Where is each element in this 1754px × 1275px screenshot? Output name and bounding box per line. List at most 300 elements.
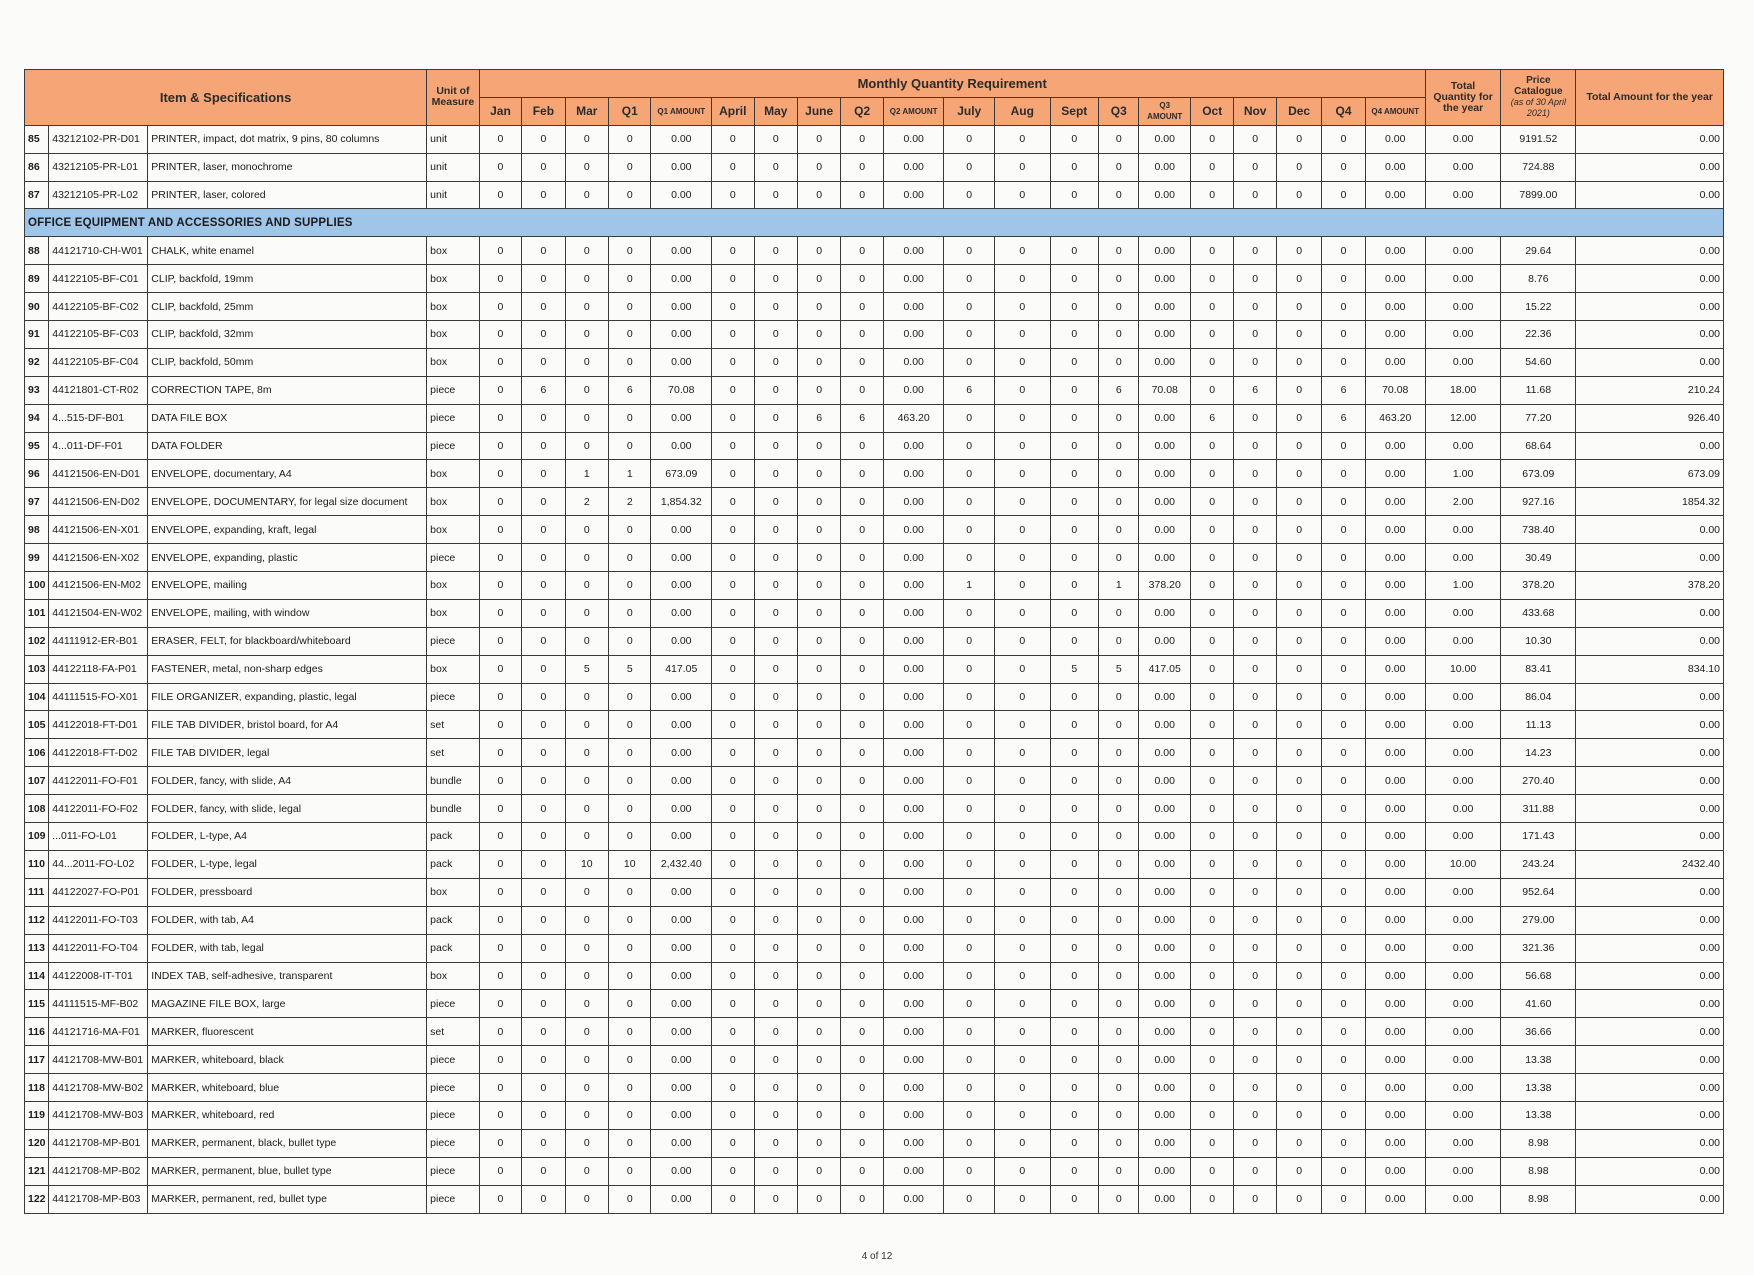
quantity-cell: 0	[479, 432, 521, 460]
month-header-cell: Jan	[479, 97, 521, 125]
quantity-cell: 0.00	[1139, 599, 1191, 627]
quantity-cell: 0	[841, 321, 883, 349]
quantity-cell: 0	[1050, 516, 1099, 544]
table-row	[25, 795, 1724, 823]
quantity-cell: 0	[841, 181, 883, 209]
quantity-cell: 0	[1050, 460, 1099, 488]
quantity-cell: 0	[754, 906, 797, 934]
total-amount: 0.00	[1576, 1185, 1724, 1213]
quantity-cell: 0	[712, 1101, 754, 1129]
row-number: 121	[25, 1157, 49, 1185]
quantity-cell: 0	[1191, 348, 1234, 376]
quantity-cell: 0	[1050, 1101, 1099, 1129]
quantity-cell: 0	[479, 516, 521, 544]
quantity-cell: 0	[797, 739, 840, 767]
table-row	[25, 767, 1724, 795]
quantity-cell: 0	[522, 237, 565, 265]
unit-of-measure: box	[427, 962, 480, 990]
quantity-cell: 0	[1050, 823, 1099, 851]
quantity-cell: 0	[841, 1018, 883, 1046]
price-catalogue: 83.41	[1501, 655, 1576, 683]
quantity-cell: 0	[797, 376, 840, 404]
quantity-cell: 0	[944, 878, 995, 906]
quantity-cell: 0	[841, 488, 883, 516]
quantity-cell: 0	[994, 850, 1050, 878]
quantity-cell: 0	[754, 627, 797, 655]
item-description: FILE ORGANIZER, expanding, plastic, legal	[148, 683, 427, 711]
quantity-cell: 0.00	[883, 321, 944, 349]
quantity-cell: 0	[1322, 599, 1365, 627]
quantity-cell: 0	[1322, 1074, 1365, 1102]
quantity-cell: 0	[994, 990, 1050, 1018]
quantity-cell: 0	[944, 1018, 995, 1046]
quantity-cell: 0	[1050, 293, 1099, 321]
total-quantity: 0.00	[1425, 934, 1501, 962]
quantity-cell: 0	[565, 711, 608, 739]
quantity-cell: 0	[712, 488, 754, 516]
quantity-cell: 0	[1191, 599, 1234, 627]
total-amount: 834.10	[1576, 655, 1724, 683]
quantity-cell: 0.00	[1139, 181, 1191, 209]
quantity-cell: 0.00	[651, 1157, 712, 1185]
quantity-cell: 0	[1276, 376, 1321, 404]
quantity-cell: 0	[712, 823, 754, 851]
table-row	[25, 962, 1724, 990]
quantity-cell: 0.00	[1139, 237, 1191, 265]
total-quantity: 0.00	[1425, 990, 1501, 1018]
quantity-cell: 0	[1234, 572, 1276, 600]
row-number: 92	[25, 348, 49, 376]
row-number: 104	[25, 683, 49, 711]
quantity-cell: 0	[565, 1185, 608, 1213]
quantity-cell: 0	[841, 1129, 883, 1157]
table-row	[25, 1157, 1724, 1185]
quantity-cell: 0	[944, 237, 995, 265]
quantity-cell: 0.00	[1139, 906, 1191, 934]
quantity-cell: 0	[797, 432, 840, 460]
quantity-cell: 0	[1191, 739, 1234, 767]
table-row	[25, 181, 1724, 209]
quantity-cell: 0	[944, 962, 995, 990]
quantity-cell: 0	[1234, 990, 1276, 1018]
quantity-cell: 0	[994, 293, 1050, 321]
quantity-cell: 0	[565, 599, 608, 627]
quantity-cell: 0	[712, 432, 754, 460]
quantity-cell: 0	[944, 990, 995, 1018]
quantity-cell: 0	[754, 265, 797, 293]
table-row	[25, 153, 1724, 181]
total-amount: 0.00	[1576, 934, 1724, 962]
quantity-cell: 0	[565, 795, 608, 823]
quantity-cell: 0	[1099, 990, 1139, 1018]
quantity-cell: 0	[1322, 432, 1365, 460]
quantity-cell: 0.00	[1365, 711, 1425, 739]
quantity-cell: 0.00	[1365, 153, 1425, 181]
quantity-cell: 0.00	[1365, 488, 1425, 516]
quantity-cell: 0	[1099, 125, 1139, 153]
price-catalogue: 68.64	[1501, 432, 1576, 460]
quantity-cell: 0.00	[883, 962, 944, 990]
quantity-cell: 6	[1099, 376, 1139, 404]
quantity-cell: 0	[1234, 878, 1276, 906]
quantity-cell: 0.00	[1139, 404, 1191, 432]
quantity-cell: 6	[1234, 376, 1276, 404]
price-catalogue: 952.64	[1501, 878, 1576, 906]
total-amount: 0.00	[1576, 795, 1724, 823]
quantity-cell: 0	[522, 1046, 565, 1074]
quantity-cell: 2,432.40	[651, 850, 712, 878]
quantity-cell: 5	[609, 655, 651, 683]
quantity-cell: 0	[754, 962, 797, 990]
item-description: INDEX TAB, self-adhesive, transparent	[148, 962, 427, 990]
quantity-cell: 417.05	[651, 655, 712, 683]
quantity-cell: 0	[1191, 850, 1234, 878]
row-number: 85	[25, 125, 49, 153]
quantity-cell: 0	[797, 237, 840, 265]
quantity-cell: 0	[712, 739, 754, 767]
item-description: FOLDER, with tab, legal	[148, 934, 427, 962]
total-quantity: 0.00	[1425, 181, 1501, 209]
table-row	[25, 1018, 1724, 1046]
quantity-cell: 0	[1191, 153, 1234, 181]
quantity-cell: 0	[994, 934, 1050, 962]
quantity-cell: 0	[609, 934, 651, 962]
price-catalogue: 11.13	[1501, 711, 1576, 739]
total-quantity: 0.00	[1425, 795, 1501, 823]
table-row	[25, 599, 1724, 627]
item-description: FILE TAB DIVIDER, bristol board, for A4	[148, 711, 427, 739]
total-quantity: 0.00	[1425, 1157, 1501, 1185]
quantity-cell: 0	[522, 795, 565, 823]
unit-of-measure: pack	[427, 850, 480, 878]
item-code: 4...515-DF-B01	[49, 404, 148, 432]
quantity-cell: 0	[1234, 321, 1276, 349]
quantity-cell: 0	[1050, 906, 1099, 934]
month-header-cell: Q3 AMOUNT	[1139, 97, 1191, 125]
quantity-cell: 0	[1191, 962, 1234, 990]
row-number: 86	[25, 153, 49, 181]
table-row	[25, 934, 1724, 962]
quantity-cell: 0	[522, 265, 565, 293]
quantity-cell: 0	[1191, 934, 1234, 962]
price-catalogue: 673.09	[1501, 460, 1576, 488]
total-quantity: 0.00	[1425, 1074, 1501, 1102]
quantity-cell: 0	[609, 1018, 651, 1046]
quantity-cell: 0	[1191, 1157, 1234, 1185]
quantity-cell: 0	[841, 293, 883, 321]
total-quantity: 12.00	[1425, 404, 1501, 432]
quantity-cell: 0	[479, 990, 521, 1018]
item-description: MARKER, fluorescent	[148, 1018, 427, 1046]
quantity-cell: 0	[1234, 153, 1276, 181]
quantity-cell: 0.00	[1139, 460, 1191, 488]
quantity-cell: 0	[1050, 572, 1099, 600]
quantity-cell: 0	[1191, 460, 1234, 488]
total-amount: 673.09	[1576, 460, 1724, 488]
quantity-cell: 0	[841, 516, 883, 544]
item-code: 44122011-FO-F02	[49, 795, 148, 823]
total-quantity: 0.00	[1425, 1046, 1501, 1074]
quantity-cell: 0	[944, 1157, 995, 1185]
quantity-cell: 0	[479, 125, 521, 153]
quantity-cell: 0	[609, 962, 651, 990]
item-code: 44121506-EN-M02	[49, 572, 148, 600]
quantity-cell: 0	[609, 321, 651, 349]
quantity-cell: 0	[1234, 432, 1276, 460]
quantity-cell: 0	[994, 153, 1050, 181]
row-number: 115	[25, 990, 49, 1018]
total-amount-header: Total Amount for the year	[1576, 70, 1724, 126]
quantity-cell: 0	[1322, 823, 1365, 851]
unit-of-measure: piece	[427, 544, 480, 572]
quantity-cell: 0	[1234, 1185, 1276, 1213]
quantity-cell: 0	[797, 544, 840, 572]
table-row	[25, 265, 1724, 293]
quantity-cell: 0	[841, 711, 883, 739]
quantity-cell: 0	[1191, 572, 1234, 600]
quantity-cell: 0	[1322, 1185, 1365, 1213]
quantity-cell: 0	[944, 1129, 995, 1157]
quantity-cell: 0	[944, 348, 995, 376]
quantity-cell: 0	[1276, 1046, 1321, 1074]
quantity-cell: 0	[712, 321, 754, 349]
quantity-cell: 0	[609, 544, 651, 572]
quantity-cell: 0	[1276, 850, 1321, 878]
price-catalogue: 8.98	[1501, 1129, 1576, 1157]
quantity-cell: 0	[1191, 265, 1234, 293]
quantity-cell: 0	[1276, 432, 1321, 460]
quantity-cell: 0	[565, 293, 608, 321]
quantity-cell: 0	[994, 1129, 1050, 1157]
quantity-cell: 0	[944, 823, 995, 851]
price-catalogue: 927.16	[1501, 488, 1576, 516]
item-code: 44121708-MP-B03	[49, 1185, 148, 1213]
quantity-cell: 0	[1099, 516, 1139, 544]
quantity-cell: 0	[479, 321, 521, 349]
quantity-cell: 0	[479, 1046, 521, 1074]
total-quantity: 0.00	[1425, 906, 1501, 934]
quantity-cell: 0	[1322, 850, 1365, 878]
quantity-cell: 0	[944, 739, 995, 767]
quantity-cell: 0	[1191, 181, 1234, 209]
quantity-cell: 0	[1050, 181, 1099, 209]
quantity-cell: 463.20	[883, 404, 944, 432]
month-header-cell: Q2	[841, 97, 883, 125]
unit-header: Unit of Measure	[427, 70, 480, 126]
quantity-cell: 0	[565, 906, 608, 934]
quantity-cell: 0.00	[651, 572, 712, 600]
quantity-cell: 0.00	[883, 1101, 944, 1129]
price-catalogue: 54.60	[1501, 348, 1576, 376]
quantity-cell: 0.00	[651, 1074, 712, 1102]
quantity-cell: 0	[1234, 739, 1276, 767]
quantity-cell: 0	[609, 711, 651, 739]
quantity-cell: 0	[609, 237, 651, 265]
quantity-cell: 0	[944, 655, 995, 683]
row-number: 99	[25, 544, 49, 572]
quantity-cell: 0.00	[883, 850, 944, 878]
unit-of-measure: set	[427, 739, 480, 767]
quantity-cell: 0	[841, 683, 883, 711]
item-code: 44111912-ER-B01	[49, 627, 148, 655]
quantity-cell: 0	[1276, 823, 1321, 851]
quantity-cell: 0	[797, 321, 840, 349]
total-quantity: 10.00	[1425, 655, 1501, 683]
quantity-cell: 0	[479, 181, 521, 209]
unit-of-measure: box	[427, 237, 480, 265]
row-number: 101	[25, 599, 49, 627]
quantity-cell: 0	[712, 516, 754, 544]
quantity-cell: 0.00	[1365, 1185, 1425, 1213]
total-quantity-header: Total Quantity for the year	[1425, 70, 1501, 126]
table-row	[25, 1046, 1724, 1074]
quantity-cell: 0	[841, 125, 883, 153]
item-description: MARKER, whiteboard, blue	[148, 1074, 427, 1102]
quantity-cell: 0	[565, 1101, 608, 1129]
quantity-cell: 0.00	[1139, 823, 1191, 851]
unit-of-measure: unit	[427, 153, 480, 181]
item-code: 44122018-FT-D02	[49, 739, 148, 767]
quantity-cell: 0	[944, 321, 995, 349]
price-catalogue: 311.88	[1501, 795, 1576, 823]
quantity-cell: 0	[1050, 1046, 1099, 1074]
quantity-cell: 0	[754, 460, 797, 488]
quantity-cell: 0	[565, 934, 608, 962]
item-description: MARKER, permanent, red, bullet type	[148, 1185, 427, 1213]
item-code: 43212102-PR-D01	[49, 125, 148, 153]
quantity-cell: 0	[522, 823, 565, 851]
quantity-cell: 0	[944, 181, 995, 209]
quantity-cell: 0	[1050, 795, 1099, 823]
quantity-cell: 0.00	[883, 488, 944, 516]
quantity-cell: 0	[1276, 1157, 1321, 1185]
quantity-cell: 0	[994, 1074, 1050, 1102]
row-number: 119	[25, 1101, 49, 1129]
quantity-cell: 0	[1322, 906, 1365, 934]
unit-of-measure: box	[427, 488, 480, 516]
month-header-cell: Sept	[1050, 97, 1099, 125]
total-amount: 0.00	[1576, 1018, 1724, 1046]
month-header-cell: Q1 AMOUNT	[651, 97, 712, 125]
quantity-cell: 0	[841, 934, 883, 962]
quantity-cell: 0.00	[651, 1101, 712, 1129]
total-amount: 0.00	[1576, 823, 1724, 851]
quantity-cell: 0.00	[651, 711, 712, 739]
quantity-cell: 0.00	[1139, 488, 1191, 516]
quantity-cell: 0	[754, 153, 797, 181]
total-quantity: 0.00	[1425, 321, 1501, 349]
table-row	[25, 655, 1724, 683]
item-code: 44121708-MW-B01	[49, 1046, 148, 1074]
quantity-cell: 0	[1191, 1074, 1234, 1102]
quantity-cell: 1	[1099, 572, 1139, 600]
quantity-cell: 0	[565, 125, 608, 153]
item-description: ENVELOPE, expanding, plastic	[148, 544, 427, 572]
item-description: CLIP, backfold, 25mm	[148, 293, 427, 321]
quantity-cell: 0	[841, 906, 883, 934]
quantity-cell: 0.00	[1365, 683, 1425, 711]
quantity-cell: 1,854.32	[651, 488, 712, 516]
quantity-cell: 0	[565, 404, 608, 432]
quantity-cell: 0	[994, 767, 1050, 795]
quantity-cell: 0	[479, 376, 521, 404]
quantity-cell: 0.00	[1139, 1129, 1191, 1157]
quantity-cell: 0	[1099, 850, 1139, 878]
month-header-cell: Oct	[1191, 97, 1234, 125]
quantity-cell: 0	[1099, 739, 1139, 767]
quantity-cell: 0	[944, 599, 995, 627]
quantity-cell: 0	[1234, 599, 1276, 627]
quantity-cell: 0.00	[883, 1074, 944, 1102]
quantity-cell: 0	[565, 767, 608, 795]
quantity-cell: 0.00	[651, 767, 712, 795]
quantity-cell: 0	[1234, 125, 1276, 153]
quantity-cell: 0	[1050, 627, 1099, 655]
quantity-cell: 0	[994, 599, 1050, 627]
quantity-cell: 0.00	[1365, 934, 1425, 962]
quantity-cell: 0	[712, 1074, 754, 1102]
quantity-cell: 0	[754, 572, 797, 600]
row-number: 120	[25, 1129, 49, 1157]
quantity-cell: 0	[522, 1101, 565, 1129]
quantity-cell: 0	[1050, 990, 1099, 1018]
quantity-cell: 0	[522, 962, 565, 990]
quantity-cell: 0.00	[883, 265, 944, 293]
quantity-cell: 0	[1276, 934, 1321, 962]
total-amount: 0.00	[1576, 265, 1724, 293]
item-description: PRINTER, impact, dot matrix, 9 pins, 80 columns	[148, 125, 427, 153]
quantity-cell: 0	[1322, 293, 1365, 321]
quantity-cell: 0	[797, 850, 840, 878]
quantity-cell: 0	[797, 823, 840, 851]
total-amount: 0.00	[1576, 125, 1724, 153]
total-quantity: 0.00	[1425, 432, 1501, 460]
total-quantity: 1.00	[1425, 460, 1501, 488]
quantity-cell: 0	[712, 460, 754, 488]
quantity-cell: 0.00	[883, 153, 944, 181]
quantity-cell: 0	[1322, 962, 1365, 990]
item-description: ENVELOPE, DOCUMENTARY, for legal size document	[148, 488, 427, 516]
price-catalogue: 22.36	[1501, 321, 1576, 349]
total-quantity: 0.00	[1425, 962, 1501, 990]
quantity-cell: 0	[479, 1101, 521, 1129]
quantity-cell: 0	[1234, 627, 1276, 655]
quantity-cell: 0	[479, 488, 521, 516]
quantity-cell: 0	[565, 878, 608, 906]
quantity-cell: 0.00	[1139, 1157, 1191, 1185]
quantity-cell: 0	[1099, 795, 1139, 823]
quantity-cell: 0	[712, 906, 754, 934]
quantity-cell: 0.00	[1365, 348, 1425, 376]
quantity-cell: 0.00	[1365, 181, 1425, 209]
quantity-cell: 0	[565, 739, 608, 767]
quantity-cell: 5	[1099, 655, 1139, 683]
unit-of-measure: box	[427, 460, 480, 488]
quantity-cell: 0	[609, 125, 651, 153]
quantity-cell: 0	[712, 153, 754, 181]
unit-of-measure: piece	[427, 1074, 480, 1102]
quantity-cell: 0	[841, 237, 883, 265]
month-header-cell: Q1	[609, 97, 651, 125]
quantity-cell: 0	[1191, 795, 1234, 823]
quantity-cell: 0.00	[1139, 125, 1191, 153]
price-catalogue: 738.40	[1501, 516, 1576, 544]
quantity-cell: 0.00	[1365, 265, 1425, 293]
quantity-cell: 0	[1050, 599, 1099, 627]
unit-of-measure: box	[427, 293, 480, 321]
quantity-cell: 0	[797, 460, 840, 488]
quantity-cell: 0	[994, 348, 1050, 376]
